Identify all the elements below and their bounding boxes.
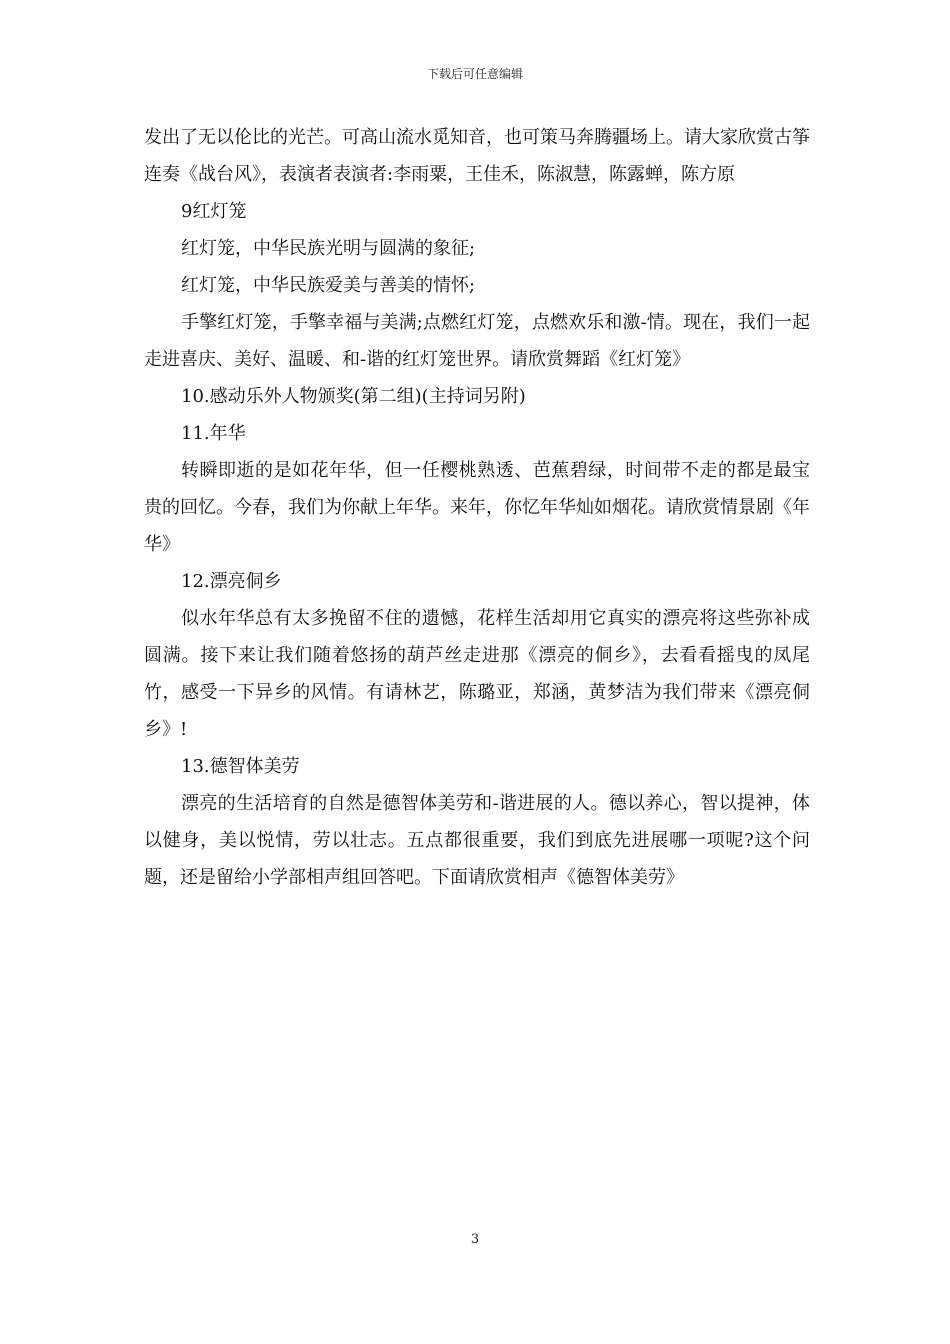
page-header: 下载后可任意编辑 [426, 67, 523, 81]
paragraph-continuation: 发出了无以伦比的光芒。可高山流水觅知音，也可策马奔腾疆场上。请大家欣赏古筝连奏《战台风》，表演者表演者:李雨粟，王佳禾，陈淑慧，陈露蝉，陈方原 [144, 127, 810, 185]
paragraph: 似水年华总有太多挽留不住的遗憾，花样生活却用它真实的漂亮将这些弥补成圆满。接下来让我们随着悠扬的葫芦丝走进那《漂亮的侗乡》，去看看摇曳的凤尾竹，感受一下异乡的风情。有请林艺，陈璐亚，郑涵，黄梦洁为我们带来《漂亮侗乡》! [144, 608, 810, 740]
section-heading-dezhiti: 13.德智体美劳 [181, 756, 300, 777]
paragraph-line: 红灯笼，中华民族光明与圆满的象征; [181, 238, 476, 259]
section-heading-award: 10.感动乐外人物颁奖(第二组)(主持词另附) [181, 386, 526, 407]
paragraph: 手擎红灯笼，手擎幸福与美满;点燃红灯笼，点燃欢乐和激-情。现在，我们一起走进喜庆、美好、温暖、和-谐的红灯笼世界。请欣赏舞蹈《红灯笼》 [144, 312, 810, 370]
section-heading-hongdenglong: 9红灯笼 [181, 201, 247, 222]
document-body [144, 119, 810, 896]
section-heading-dongxiang: 12.漂亮侗乡 [181, 571, 282, 592]
paragraph-line: 红灯笼，中华民族爱美与善美的情怀; [181, 275, 476, 296]
page-number: 3 [470, 1232, 480, 1247]
section-heading-nianhua: 11.年华 [181, 423, 246, 444]
paragraph: 转瞬即逝的是如花年华，但一任樱桃熟透、芭蕉碧绿，时间带不走的都是最宝贵的回忆。今春，我们为你献上年华。来年，你忆年华灿如烟花。请欣赏情景剧《年华》 [144, 460, 810, 555]
paragraph: 漂亮的生活培育的自然是德智体美劳和-谐进展的人。德以养心，智以提神，体以健身，美以悦情，劳以壮志。五点都很重要，我们到底先进展哪一项呢?这个问题，还是留给小学部相声组回答吧。下面请欣赏相声《德智体美劳》 [144, 793, 810, 888]
